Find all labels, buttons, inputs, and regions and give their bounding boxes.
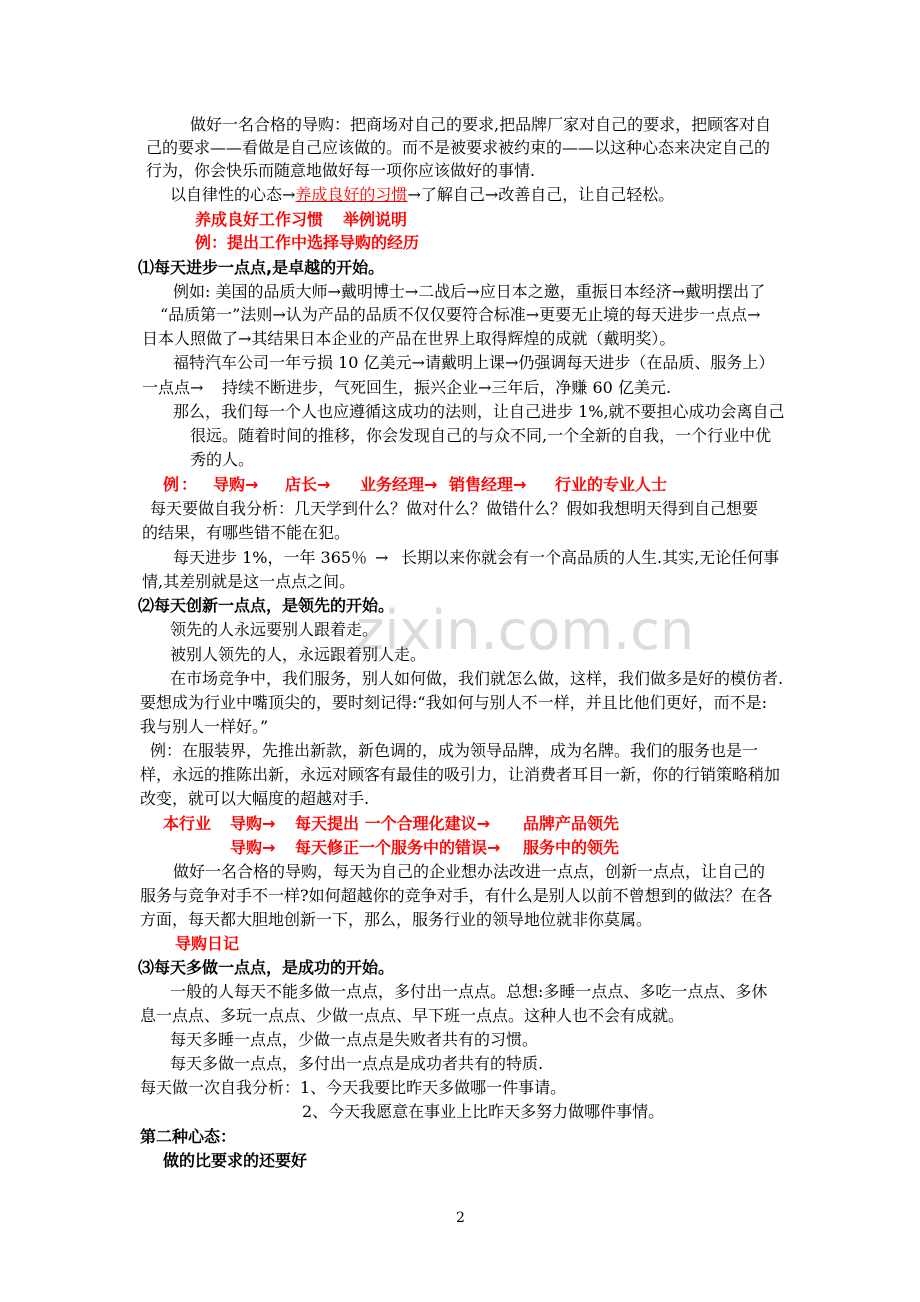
- leaders-line-2: 被别人领先的人，永远跟着别人走。: [170, 645, 427, 664]
- habit-heading-right: 举例说明: [343, 210, 408, 229]
- mindset-2-heading: 第二种心态：: [140, 1127, 237, 1146]
- industry-path-step: 导购→: [230, 838, 276, 857]
- industry-path-row-1: [0, 814, 920, 834]
- fashion-line-2: 样，永远的推陈出新，永远对顾客有最佳的吸引力，让消费者耳目一新，你的行销策略稍加: [140, 765, 781, 784]
- career-step: 店长→: [285, 475, 331, 494]
- ford-line-2: [0, 378, 920, 398]
- industry-path-step: 每天提出 一个合理化建议→: [295, 814, 490, 833]
- habit-heading: [0, 210, 920, 230]
- self-analysis-line-1: 每天要做自我分析：几天学到什么？做对什么？做错什么？假如我想明天得到自己想要: [150, 499, 759, 518]
- career-path: [0, 475, 920, 495]
- industry-path-row-2: [0, 838, 920, 858]
- conclusion-line-1: 那么，我们每一个人也应遵循这成功的法则，让自己进步 1%,就不要担心成功会离自己: [173, 402, 785, 421]
- mindset-2-subheading: 做的比要求的还要好: [163, 1151, 308, 1170]
- innovation-line-2: 服务与竞争对手不一样?如何超越你的竞争对手，有什么是别人以前不曾想到的做法？在各: [140, 886, 773, 905]
- habit-heading-left: 养成良好工作习惯: [195, 210, 324, 229]
- diary-label: 导购日记: [175, 934, 240, 953]
- section-2-heading: ⑵每天创新一点点，是领先的开始。: [138, 596, 395, 615]
- failure-habit: 每天多睡一点点，少做一点点是失败者共有的习惯。: [170, 1030, 539, 1049]
- daily-analysis-item-2: 2、今天我愿意在事业上比昨天多努力做哪件事情。: [302, 1102, 665, 1121]
- fashion-line-3: 改变，就可以大幅度的超越对手.: [140, 789, 370, 808]
- intro-line-2: 己的要求——看做是自己应该做的。而不是被要求被约束的——以这种心态来决定自己的: [146, 138, 771, 157]
- example-heading: 例：提出工作中选择导购的经历: [195, 233, 420, 252]
- deming-line-3: 日本人照做了→其结果日本企业的产品在世界上取得辉煌的成就（戴明奖）。: [142, 329, 676, 348]
- innovation-line-3: 方面，每天都大胆地创新一下，那么，服务行业的领导地位就非你莫属。: [140, 910, 653, 929]
- watermark: zixin.com.cn: [356, 599, 695, 662]
- self-analysis-line-2: 的结果，有哪些错不能在犯。: [142, 523, 351, 542]
- habit-chain-end: →了解自己→改善自己，让自己轻松。: [407, 185, 675, 204]
- average-people-line-2: 息一点点、多玩一点点、少做一点点、早下班一点点。这种人也不会有成就。: [140, 1006, 685, 1025]
- career-step: 行业的专业人士: [555, 475, 668, 494]
- daily-analysis-label: 每天做一次自我分析：: [140, 1078, 301, 1097]
- growth-line: [0, 548, 920, 568]
- success-trait: 每天多做一点点，多付出一点点是成功者共有的特质.: [170, 1054, 544, 1073]
- deming-line-1: 例如: 美国的品质大师→戴明博士→二战后→应日本之邀，重振日本经济→戴明摆出了: [173, 282, 766, 301]
- ford-line-2-start: 一点点→: [142, 378, 204, 397]
- competition-line-1: 在市场竞争中，我们服务，别人如何做，我们就怎么做，这样，我们做多是好的模仿者.: [170, 669, 784, 688]
- innovation-line-1: 做好一名合格的导购，每天为自己的企业想办法改进一点点，创新一点点，让自己的: [173, 862, 766, 881]
- section-3-heading: ⑶每天多做一点点，是成功的开始。: [138, 958, 395, 977]
- leaders-line-1: 领先的人永远要别人跟着走。: [170, 620, 379, 639]
- career-step: 业务经理→: [360, 475, 438, 494]
- competition-line-3: 我与别人一样好。”: [140, 717, 269, 736]
- page-number: 2: [456, 1210, 465, 1226]
- fashion-line-1: 例：在服装界，先推出新款，新色调的，成为领导品牌，成为名牌。我们的服务也是一: [150, 741, 759, 760]
- career-step: 销售经理→: [449, 475, 527, 494]
- industry-path-result: 品牌产品领先: [523, 814, 620, 833]
- career-path-label: 例: [163, 475, 180, 494]
- growth-arrow: →: [375, 548, 389, 567]
- growth-formula: 每天进步 1%，一年 365％: [173, 548, 368, 567]
- industry-path-label: 本行业: [163, 814, 212, 833]
- ford-line-2-end: 持续不断进步，气死回生，振兴企业→三年后，净赚 60 亿美元.: [222, 378, 672, 397]
- growth-continuation: 情,其差别就是这一点点之间。: [142, 572, 356, 591]
- growth-result: 长期以来你就会有一个高品质的人生.其实,无论任何事: [401, 548, 780, 567]
- habit-chain-highlight: 养成良好的习惯: [295, 185, 408, 204]
- deming-line-2: “品质第一”法则→认为产品的品质不仅仅要符合标准→更要无止境的每天进步一点点→: [160, 305, 761, 324]
- habit-chain-start: 以自律性的心态→: [170, 185, 296, 204]
- industry-path-result: 服务中的领先: [523, 838, 620, 857]
- career-step: 导购→: [213, 475, 259, 494]
- industry-path-step: 导购→: [230, 814, 276, 833]
- competition-line-2: 要想成为行业中嘴顶尖的，要时刻记得:“我如何与别人不一样，并且比他们更好，而不是:: [140, 693, 767, 712]
- habit-chain: [170, 185, 674, 205]
- conclusion-line-3: 秀的人。: [190, 450, 255, 469]
- average-people-line-1: 一般的人每天不能多做一点点，多付出一点点。总想:多睡一点点、多吃一点点、多休: [170, 982, 768, 1001]
- ford-line-1: 福特汽车公司一年亏损 10 亿美元→请戴明上课→仍强调每天进步（在品质、服务上）: [173, 353, 775, 372]
- industry-path-step: 每天修正一个服务中的错误→: [295, 838, 501, 857]
- intro-line-3: 行为，你会快乐而随意地做好每一项你应该做好的事情.: [146, 161, 536, 180]
- career-path-colon: ：: [181, 475, 198, 494]
- intro-line-1: 做好一名合格的导购：把商场对自己的要求,把品牌厂家对自己的要求，把顾客对自: [190, 115, 772, 134]
- daily-analysis-item-1: 1、今天我要比昨天多做哪一件事请。: [300, 1078, 567, 1097]
- conclusion-line-2: 很远。随着时间的推移，你会发现自己的与众不同,一个全新的自我，一个行业中优: [190, 426, 772, 445]
- section-1-heading: ⑴每天进步一点点,是卓越的开始。: [138, 258, 385, 277]
- daily-analysis: [0, 1078, 920, 1098]
